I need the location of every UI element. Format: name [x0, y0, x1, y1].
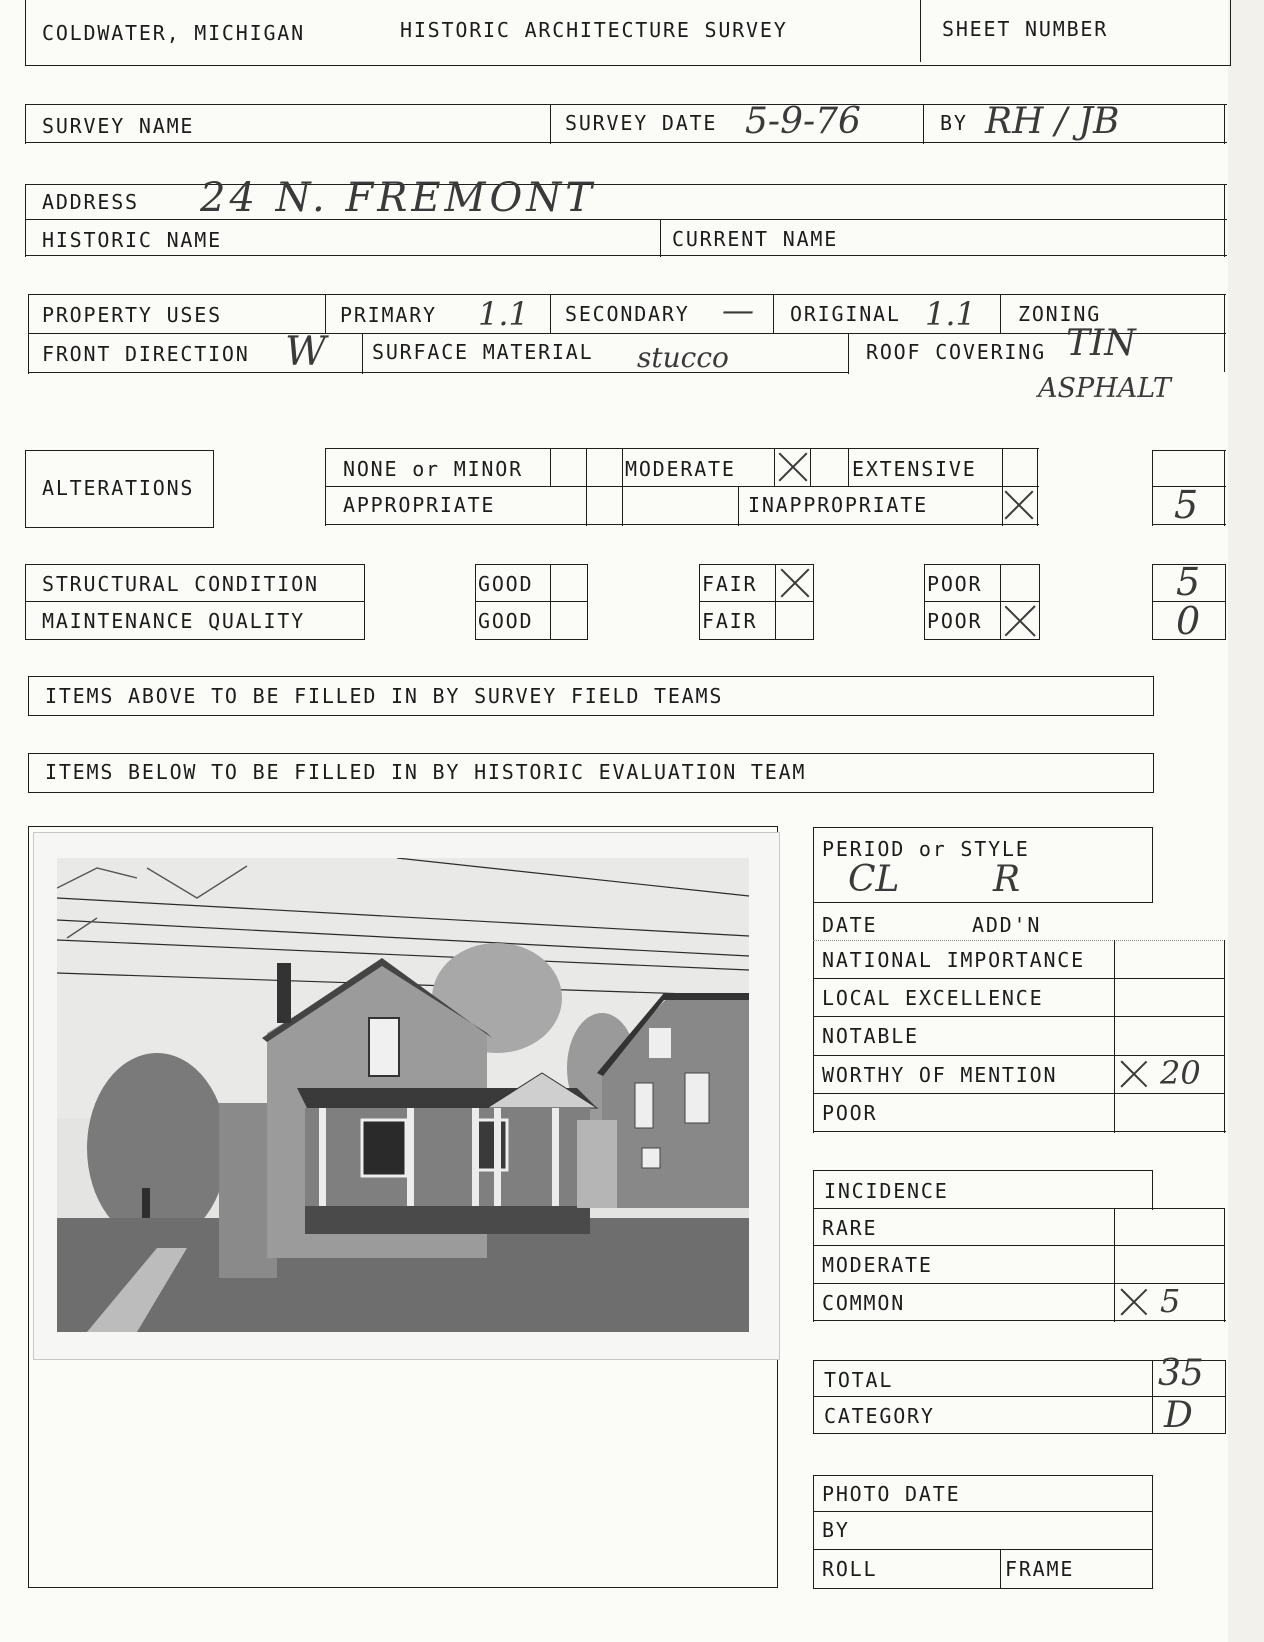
- primary-label: PRIMARY: [340, 303, 437, 327]
- alt-none-minor-label: NONE or MINOR: [343, 457, 523, 481]
- alt-moderate-check: [778, 452, 808, 482]
- incidence-label: INCIDENCE: [824, 1179, 949, 1203]
- primary-value: 1.1: [478, 295, 529, 333]
- eval-right-upper: [1152, 827, 1153, 902]
- condition-label-mid: [25, 601, 365, 602]
- survey-row-bottom: [25, 142, 1227, 143]
- eval-row-label: NATIONAL IMPORTANCE: [822, 948, 1085, 972]
- photo-info-div: [1000, 1549, 1001, 1589]
- incidence-row-label: RARE: [822, 1216, 878, 1240]
- eval-row-label: LOCAL EXCELLENCE: [822, 986, 1044, 1011]
- incidence-row-score: 5: [1160, 1281, 1181, 1320]
- survey-row-left: [25, 104, 26, 144]
- period-value-1: CL: [848, 859, 900, 900]
- address-value: 24 N. FREMONT: [200, 175, 596, 221]
- poor-div: [1000, 564, 1001, 640]
- photo-date-label: PHOTO DATE: [822, 1482, 961, 1506]
- alt-appropriate-label: APPROPRIATE: [343, 493, 496, 517]
- property-right: [1224, 294, 1225, 372]
- secondary-label: SECONDARY: [565, 302, 690, 326]
- survey-by-value: RH / JB: [985, 101, 1120, 142]
- photo-info-line1: [813, 1511, 1153, 1512]
- eval-right-lower: [1224, 940, 1225, 1133]
- totals-div: [1152, 1360, 1153, 1434]
- eval-mark-col: [1114, 940, 1115, 1133]
- alt-v8: [848, 448, 849, 486]
- structural-condition-label: STRUCTURAL CONDITION: [42, 572, 319, 596]
- structural-fair-check: [780, 568, 810, 598]
- incidence-row-check: [1120, 1289, 1148, 1315]
- period-label: PERIOD or STYLE: [822, 837, 1030, 861]
- survey-name-label: SURVEY NAME: [42, 114, 195, 138]
- eval-top: [813, 827, 1153, 828]
- maintenance-poor-check: [1004, 606, 1036, 636]
- property-div2: [550, 294, 551, 334]
- fair-mid: [699, 601, 814, 602]
- property-left: [28, 294, 29, 374]
- maintenance-score: 0: [1176, 599, 1201, 643]
- surface-material-label: SURFACE MATERIAL: [372, 340, 594, 364]
- front-direction-value: W: [285, 329, 327, 375]
- eval-dotted: [813, 940, 1225, 941]
- secondary-value: —: [722, 291, 754, 329]
- roll-label: ROLL: [822, 1557, 878, 1581]
- roof-covering-label: ROOF COVERING: [866, 340, 1046, 364]
- good-div: [550, 564, 551, 640]
- alt-v2: [550, 448, 551, 486]
- eval-row-label: WORTHY OF MENTION: [822, 1062, 1058, 1087]
- structural-poor-label: POOR: [927, 572, 983, 596]
- house-photo-image: [57, 858, 749, 1332]
- structural-fair-label: FAIR: [702, 572, 758, 596]
- alt-score-right: [1224, 450, 1225, 526]
- structural-score: 5: [1176, 560, 1201, 604]
- address-label: ADDRESS: [42, 190, 139, 214]
- address-div: [660, 219, 661, 257]
- alt-v10: [1037, 448, 1038, 526]
- front-direction-label: FRONT DIRECTION: [42, 342, 250, 366]
- roof-covering-value: TIN: [1066, 323, 1136, 364]
- current-name-label: CURRENT NAME: [672, 227, 839, 251]
- incidence-top: [813, 1170, 1153, 1171]
- eval-addn-label: ADD'N: [972, 913, 1042, 937]
- eval-row-line: [813, 978, 1225, 979]
- address-bottom: [25, 255, 1227, 256]
- city-label: COLDWATER, MICHIGAN: [42, 21, 305, 45]
- property-div6: [848, 333, 849, 374]
- incidence-mark-col: [1114, 1208, 1115, 1322]
- alt-v9: [1002, 448, 1003, 526]
- note-below: ITEMS BELOW TO BE FILLED IN BY HISTORIC EVALUATION TEAM: [45, 760, 807, 784]
- alt-score-top: [1152, 450, 1226, 451]
- alt-v6: [810, 448, 811, 486]
- good-mid: [475, 601, 588, 602]
- survey-date-label: SURVEY DATE: [565, 111, 718, 135]
- survey-date-value: 5-9-76: [745, 101, 861, 142]
- roof-covering-value-2: ASPHALT: [1038, 373, 1171, 404]
- structural-good-label: GOOD: [478, 572, 534, 596]
- survey-by-label: BY: [940, 111, 968, 135]
- alt-v7: [738, 486, 739, 526]
- poor-mid: [924, 601, 1040, 602]
- maintenance-good-label: GOOD: [478, 609, 534, 633]
- original-label: ORIGINAL: [790, 302, 901, 326]
- incidence-bottom: [813, 1320, 1226, 1321]
- eval-date-label: DATE: [822, 913, 878, 937]
- alt-mid: [325, 486, 1039, 487]
- property-uses-label: PROPERTY USES: [42, 303, 222, 327]
- alt-bottom: [325, 524, 1039, 525]
- frame-label: FRAME: [1005, 1557, 1075, 1581]
- note-above: ITEMS ABOVE TO BE FILLED IN BY SURVEY FIELD TEAMS: [45, 684, 724, 708]
- eval-bottom: [813, 1131, 1226, 1132]
- incidence-row-line: [813, 1245, 1225, 1246]
- zoning-label: ZONING: [1018, 302, 1102, 326]
- alt-v5: [774, 448, 775, 486]
- eval-row-line: [813, 1093, 1225, 1094]
- alt-top: [325, 448, 1039, 449]
- incidence-right-upper: [1152, 1170, 1153, 1210]
- eval-left: [813, 827, 814, 1133]
- survey-row-div2: [923, 104, 924, 144]
- photo-by-label: BY: [822, 1518, 850, 1542]
- eval-row-line: [813, 1016, 1225, 1017]
- address-right: [1224, 184, 1225, 257]
- fair-div: [775, 564, 776, 640]
- total-value: 35: [1158, 1353, 1204, 1394]
- category-label: CATEGORY: [824, 1404, 935, 1428]
- surface-material-value: stucco: [637, 341, 729, 374]
- maintenance-quality-label: MAINTENANCE QUALITY: [42, 609, 305, 633]
- photo-info-line2: [813, 1549, 1153, 1550]
- alt-inappropriate-check: [1004, 490, 1034, 520]
- total-label: TOTAL: [824, 1368, 894, 1392]
- property-top: [28, 294, 1226, 295]
- alt-v1: [325, 448, 326, 526]
- alterations-label: ALTERATIONS: [42, 476, 195, 500]
- original-value: 1.1: [925, 295, 976, 333]
- address-left: [25, 184, 26, 257]
- property-div3: [773, 294, 774, 334]
- alt-extensive-label: EXTENSIVE: [852, 457, 977, 481]
- maintenance-poor-label: POOR: [927, 609, 983, 633]
- sheet-number-label: SHEET NUMBER: [942, 17, 1109, 41]
- property-div1: [325, 294, 326, 334]
- incidence-row-label: MODERATE: [822, 1253, 933, 1278]
- alt-v4: [622, 448, 623, 526]
- alt-v3: [586, 448, 587, 526]
- alt-score-value: 5: [1174, 483, 1199, 527]
- incidence-line: [813, 1208, 1225, 1209]
- survey-row-right: [1224, 104, 1225, 144]
- eval-row-score: 20: [1160, 1053, 1201, 1092]
- period-value-2: R: [993, 859, 1021, 900]
- historic-name-label: HISTORIC NAME: [42, 228, 222, 252]
- property-div5: [362, 333, 363, 374]
- house-photo: [57, 858, 749, 1332]
- eval-row-label: POOR: [822, 1100, 878, 1125]
- header-divider: [920, 0, 921, 62]
- incidence-right-lower: [1224, 1208, 1225, 1322]
- maintenance-fair-label: FAIR: [702, 609, 758, 633]
- eval-row-check: [1120, 1061, 1148, 1087]
- survey-row-div1: [550, 104, 551, 144]
- alt-inappropriate-label: INAPPROPRIATE: [748, 493, 928, 517]
- property-mid: [28, 333, 1226, 334]
- eval-row-label: NOTABLE: [822, 1024, 919, 1049]
- alt-moderate-label: MODERATE: [625, 457, 736, 481]
- property-div4: [1000, 294, 1001, 334]
- form-title: HISTORIC ARCHITECTURE SURVEY: [400, 18, 788, 42]
- alt-score-left: [1152, 450, 1153, 526]
- category-value: D: [1164, 1395, 1193, 1436]
- eval-line-date: [813, 902, 1153, 903]
- incidence-row-label: COMMON: [822, 1290, 906, 1315]
